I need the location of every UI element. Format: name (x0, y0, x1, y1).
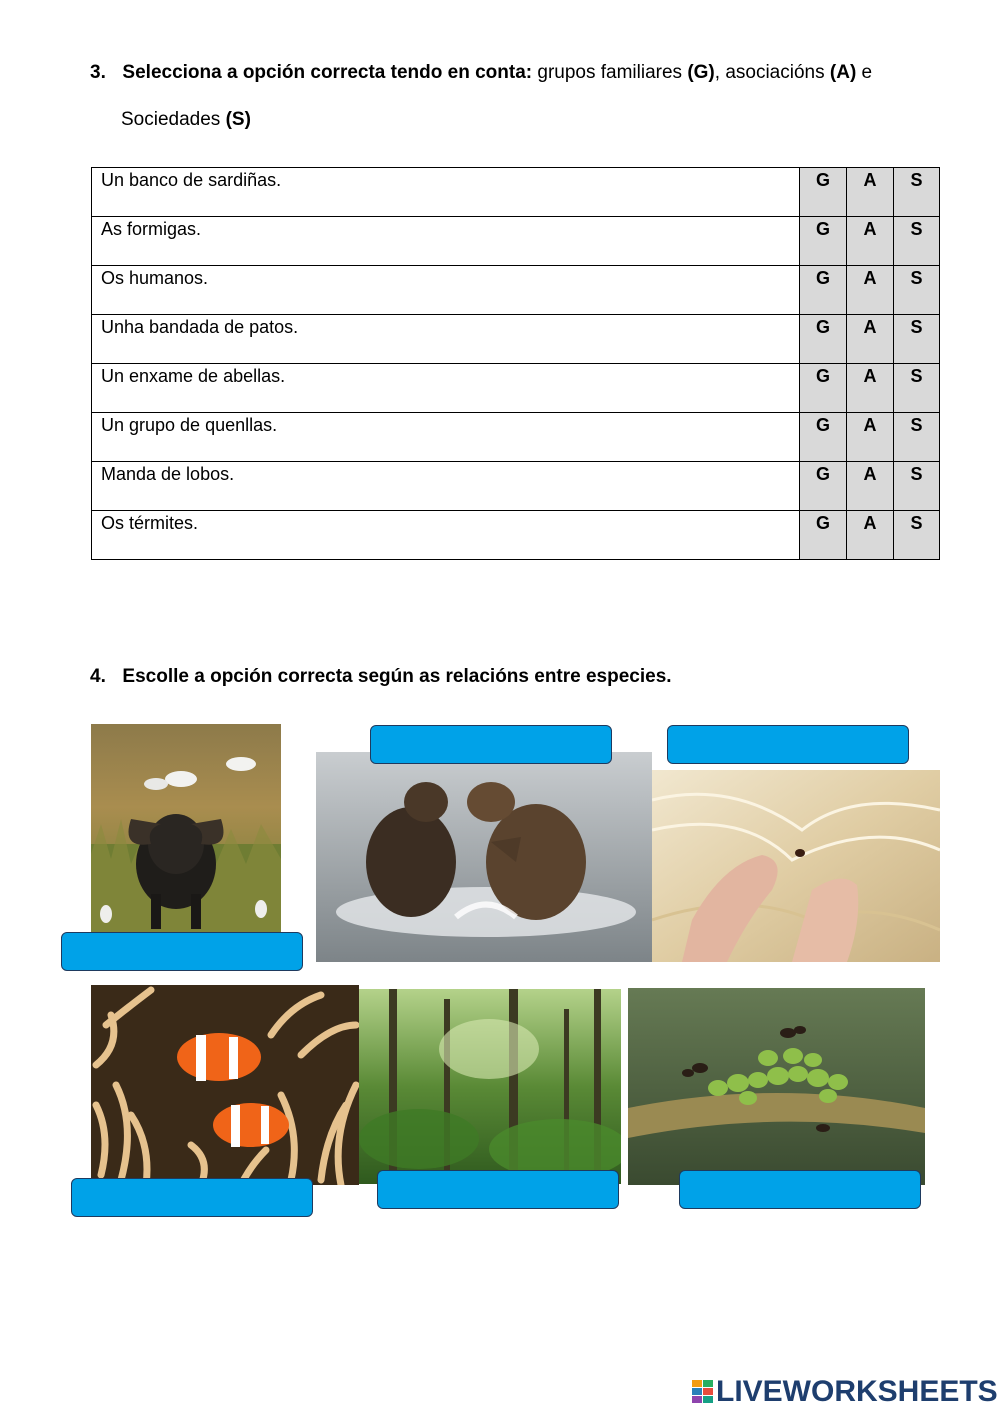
question-3-text-2: , asociacións (714, 62, 830, 83)
statement-cell: Un enxame de abellas. (92, 364, 800, 413)
option-s-cell[interactable]: S (894, 217, 940, 266)
option-s-cell[interactable]: S (894, 413, 940, 462)
table-row (92, 462, 940, 511)
option-a-cell[interactable]: A (847, 217, 894, 266)
option-g-cell[interactable]: G (800, 462, 847, 511)
question-4-title: Escolle a opción correcta según as relacións entre especies. (122, 666, 672, 687)
question-3-line-1 (90, 61, 940, 85)
answer-box-tick[interactable] (667, 725, 909, 764)
option-a-cell[interactable]: A (847, 511, 894, 560)
option-g-cell[interactable]: G (800, 364, 847, 413)
liveworksheets-logo-text: LIVEWORKSHEETS (716, 1375, 998, 1408)
option-a-cell[interactable]: A (847, 266, 894, 315)
answer-box-clownfish[interactable] (71, 1178, 313, 1217)
buffalo-egrets-photo (91, 724, 281, 932)
bears-fighting-photo (316, 752, 652, 962)
option-s-cell[interactable]: S (894, 168, 940, 217)
statement-cell: Unha bandada de patos. (92, 315, 800, 364)
option-g-cell[interactable]: G (800, 168, 847, 217)
question-3-lead: Selecciona a opción correcta tendo en conta: (122, 62, 533, 83)
ants-aphids-photo (628, 988, 925, 1185)
statement-cell: Un banco de sardiñas. (92, 168, 800, 217)
classification-table (91, 167, 940, 560)
answer-box-buffalo[interactable] (61, 932, 303, 971)
question-3-text-1: grupos familiares (532, 62, 688, 83)
option-a-cell[interactable]: A (847, 315, 894, 364)
option-g-cell[interactable]: G (800, 315, 847, 364)
table-row (92, 266, 940, 315)
option-a-cell[interactable]: A (847, 364, 894, 413)
option-a-cell[interactable]: A (847, 168, 894, 217)
option-g-cell[interactable]: G (800, 511, 847, 560)
option-s-cell[interactable]: S (894, 315, 940, 364)
table-row (92, 511, 940, 560)
statement-cell: Un grupo de quenllas. (92, 413, 800, 462)
option-g-cell[interactable]: G (800, 217, 847, 266)
question-3-line-2-text: Sociedades (121, 109, 226, 130)
option-s-cell[interactable]: S (894, 364, 940, 413)
question-4-title-row (90, 665, 672, 689)
question-3-g: (G) (687, 62, 715, 83)
table-row (92, 413, 940, 462)
option-a-cell[interactable]: A (847, 462, 894, 511)
option-g-cell[interactable]: G (800, 413, 847, 462)
answer-box-bears[interactable] (370, 725, 612, 764)
question-3-s: (S) (225, 109, 251, 130)
clownfish-anemone-photo (91, 985, 359, 1185)
question-3-a: (A) (829, 62, 857, 83)
question-3-number: 3. (90, 62, 106, 83)
question-3-text-3: e (856, 62, 873, 83)
option-s-cell[interactable]: S (894, 266, 940, 315)
answer-box-ants[interactable] (679, 1170, 921, 1209)
table-row (92, 168, 940, 217)
option-a-cell[interactable]: A (847, 413, 894, 462)
option-s-cell[interactable]: S (894, 511, 940, 560)
statement-cell: Os térmites. (92, 511, 800, 560)
statement-cell: Os humanos. (92, 266, 800, 315)
table-row (92, 364, 940, 413)
option-s-cell[interactable]: S (894, 462, 940, 511)
tick-on-fur-photo (652, 770, 940, 962)
liveworksheets-logo (692, 1374, 998, 1410)
rainforest-photo (359, 989, 621, 1184)
answer-box-rainforest[interactable] (377, 1170, 619, 1209)
question-4-number: 4. (90, 666, 106, 687)
statement-cell: As formigas. (92, 217, 800, 266)
option-g-cell[interactable]: G (800, 266, 847, 315)
liveworksheets-logo-icon (692, 1380, 714, 1404)
table-row (92, 315, 940, 364)
question-3-line-2 (121, 108, 251, 132)
statement-cell: Manda de lobos. (92, 462, 800, 511)
table-row (92, 217, 940, 266)
